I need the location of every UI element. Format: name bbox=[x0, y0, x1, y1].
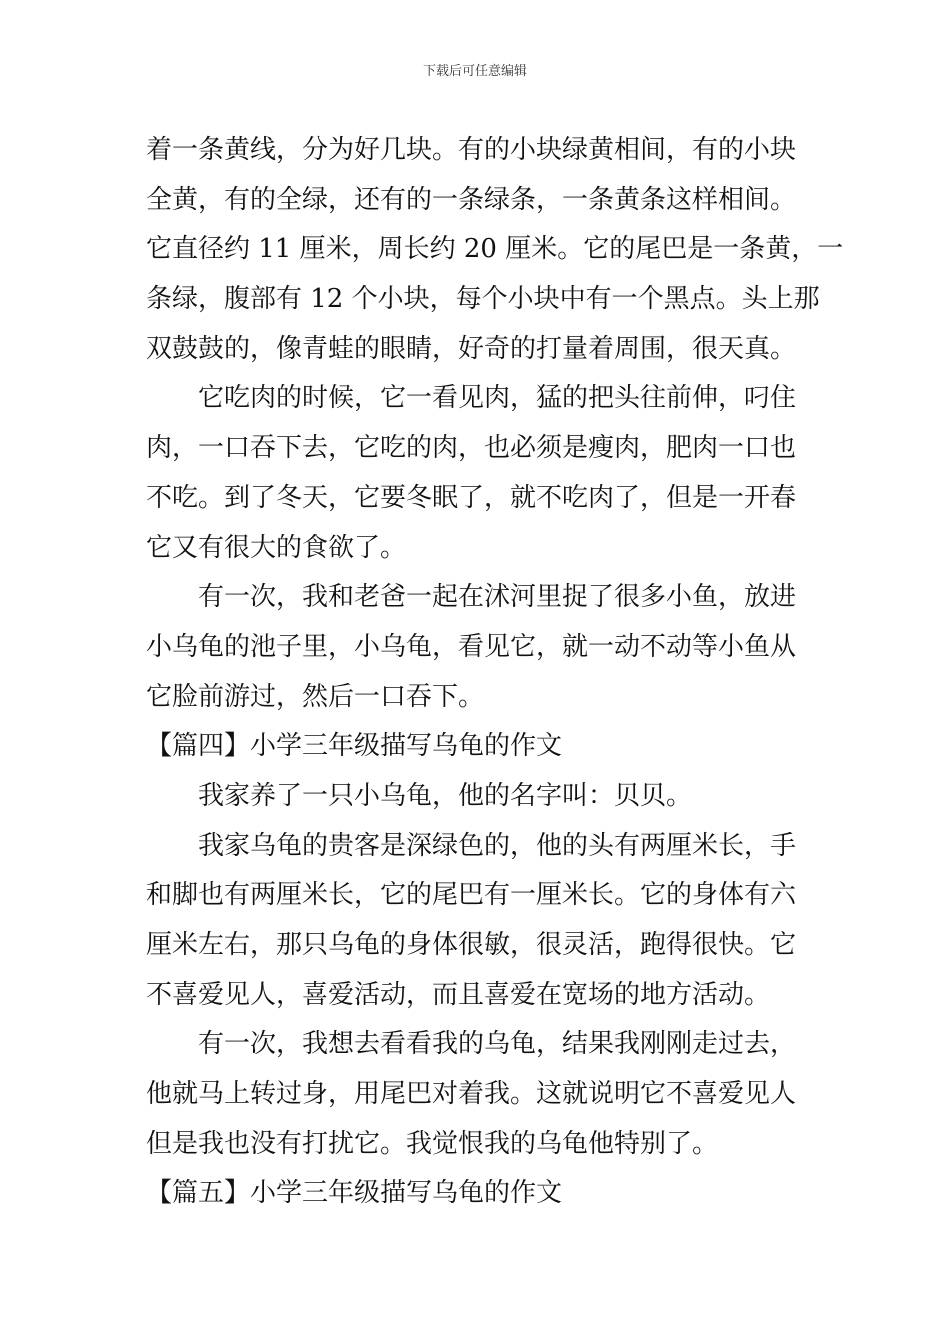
text-line: 小乌龟的池子里，小乌龟，看见它，就一动不动等小鱼从 bbox=[146, 631, 797, 662]
text-line: 有一次，我想去看看我的乌龟，结果我刚刚走过去， bbox=[198, 1029, 797, 1060]
text-line: 全黄，有的全绿，还有的一条绿条，一条黄条这样相间。 bbox=[146, 184, 797, 215]
text-line: 它直径约 11 厘米，周长约 20 厘米。它的尾巴是一条黄，一 bbox=[146, 234, 844, 265]
page-header: 下载后可任意编辑 bbox=[422, 64, 527, 79]
text-line: 有一次，我和老爸一起在沭河里捉了很多小鱼，放进 bbox=[198, 582, 797, 613]
text-line: 它脸前游过，然后一口吞下。 bbox=[146, 681, 485, 712]
text-line: 它又有很大的食欲了。 bbox=[146, 532, 407, 563]
text-line: 和脚也有两厘米长，它的尾巴有一厘米长。它的身体有六 bbox=[146, 880, 797, 911]
text-line: 它吃肉的时候，它一看见肉，猛的把头往前伸，叼住 bbox=[198, 383, 797, 414]
text-line: 条绿，腹部有 12 个小块，每个小块中有一个黑点。头上那 bbox=[146, 284, 820, 315]
text-line: 我家养了一只小乌龟，他的名字叫：贝贝。 bbox=[198, 780, 693, 811]
section-heading: 【篇四】小学三年级描写乌龟的作文 bbox=[146, 731, 563, 762]
text-line: 他就马上转过身，用尾巴对着我。这就说明它不喜爱见人 bbox=[146, 1079, 797, 1110]
document-body bbox=[146, 126, 844, 1219]
text-line: 不吃。到了冬天，它要冬眠了，就不吃肉了，但是一开春 bbox=[146, 482, 797, 513]
text-line: 厘米左右，那只乌龟的身体很敏，很灵活，跑得很快。它 bbox=[146, 930, 797, 960]
text-line: 双鼓鼓的，像青蛙的眼睛，好奇的打量着周围，很天真。 bbox=[146, 333, 797, 364]
text-line: 不喜爱见人，喜爱活动，而且喜爱在宽场的地方活动。 bbox=[146, 979, 771, 1010]
text-line: 我家乌龟的贵客是深绿色的，他的头有两厘米长，手 bbox=[198, 830, 797, 861]
text-line: 着一条黄线，分为好几块。有的小块绿黄相间，有的小块 bbox=[146, 135, 797, 165]
text-line: 肉，一口吞下去，它吃的肉，也必须是瘦肉，肥肉一口也 bbox=[146, 433, 797, 464]
text-line: 但是我也没有打扰它。我觉恨我的乌龟他特别了。 bbox=[146, 1128, 719, 1159]
section-heading: 【篇五】小学三年级描写乌龟的作文 bbox=[146, 1178, 563, 1209]
